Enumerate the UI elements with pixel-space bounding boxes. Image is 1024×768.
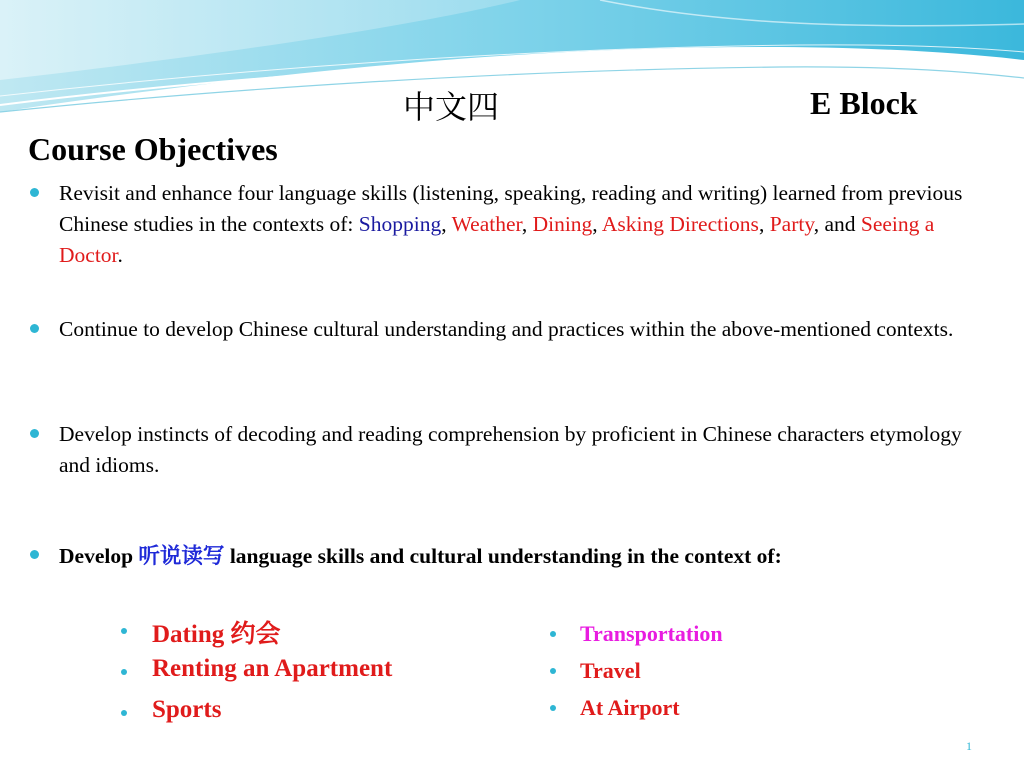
sub-item-renting <box>121 655 392 683</box>
sub-item-label: Travel <box>580 658 641 683</box>
objective-bullet-3-text: Develop instincts of decoding and reading comprehension by proficient in Chinese characters etymology and idioms. <box>59 422 962 477</box>
bullet-1-period: . <box>117 243 123 267</box>
context-party: Party <box>769 212 814 236</box>
bullet-4-develop: Develop <box>59 544 139 568</box>
objective-bullet-3 <box>28 419 998 481</box>
objective-bullet-4 <box>28 540 998 573</box>
course-objectives-heading: Course Objectives <box>28 131 278 167</box>
title-chinese: 中文四 <box>403 88 500 126</box>
skills-chinese: 听说读写 <box>138 544 225 569</box>
bullet-dot-icon <box>30 188 39 197</box>
context-dining: Dining <box>532 212 593 236</box>
objective-bullet-4-text <box>59 540 998 573</box>
sub-bullet-icon <box>550 668 556 674</box>
bullet-4-rest: language skills and cultural understanding in the context of: <box>224 544 782 568</box>
objective-bullet-1 <box>28 178 998 271</box>
context-seeing-a-doctor: Seeing a Doctor <box>59 212 935 267</box>
sub-item-transportation <box>550 621 723 647</box>
bullet-dot-icon <box>30 550 39 559</box>
sub-bullet-icon <box>550 705 556 711</box>
sub-item-label: Transportation <box>580 621 723 646</box>
bullet-1-intro: Revisit and enhance four language skills (listening, speaking, reading and writing) learned from previous Chinese studies in the contexts of: <box>59 181 963 236</box>
sub-item-dating <box>121 614 280 650</box>
objective-bullet-2 <box>28 314 998 345</box>
sub-bullet-icon <box>121 669 127 675</box>
page-number: 1 <box>966 739 972 753</box>
objective-bullet-2-text: Continue to develop Chinese cultural understanding and practices within the above-mentioned contexts. <box>59 317 954 341</box>
objective-bullet-1-text: Revisit and enhance four language skills (listening, speaking, reading and writing) learned from previous Chinese studies in the contexts of: Shopping, Weather, Dining, Asking Directions, Party, and Seeing a Doctor. <box>59 181 963 267</box>
context-shopping: Shopping <box>358 212 442 236</box>
title-block-label: E Block <box>810 85 918 121</box>
sub-bullet-icon <box>550 631 556 637</box>
bullet-1-and: , and <box>813 212 861 236</box>
sub-item-label: Renting an Apartment <box>152 655 393 682</box>
sub-item-label: Dating 约会 <box>152 621 281 648</box>
sub-item-label: At Airport <box>580 695 680 720</box>
bullet-dot-icon <box>30 324 39 333</box>
bullet-dot-icon <box>30 429 39 438</box>
sub-bullet-icon <box>121 710 127 716</box>
sub-bullet-icon <box>121 628 127 634</box>
context-weather: Weather <box>451 212 522 236</box>
sub-item-at-airport <box>550 695 680 721</box>
sub-item-travel <box>550 658 641 684</box>
context-asking-directions: Asking Directions <box>601 212 759 236</box>
sub-item-label: Sports <box>152 696 222 723</box>
sub-item-sports <box>121 696 221 724</box>
